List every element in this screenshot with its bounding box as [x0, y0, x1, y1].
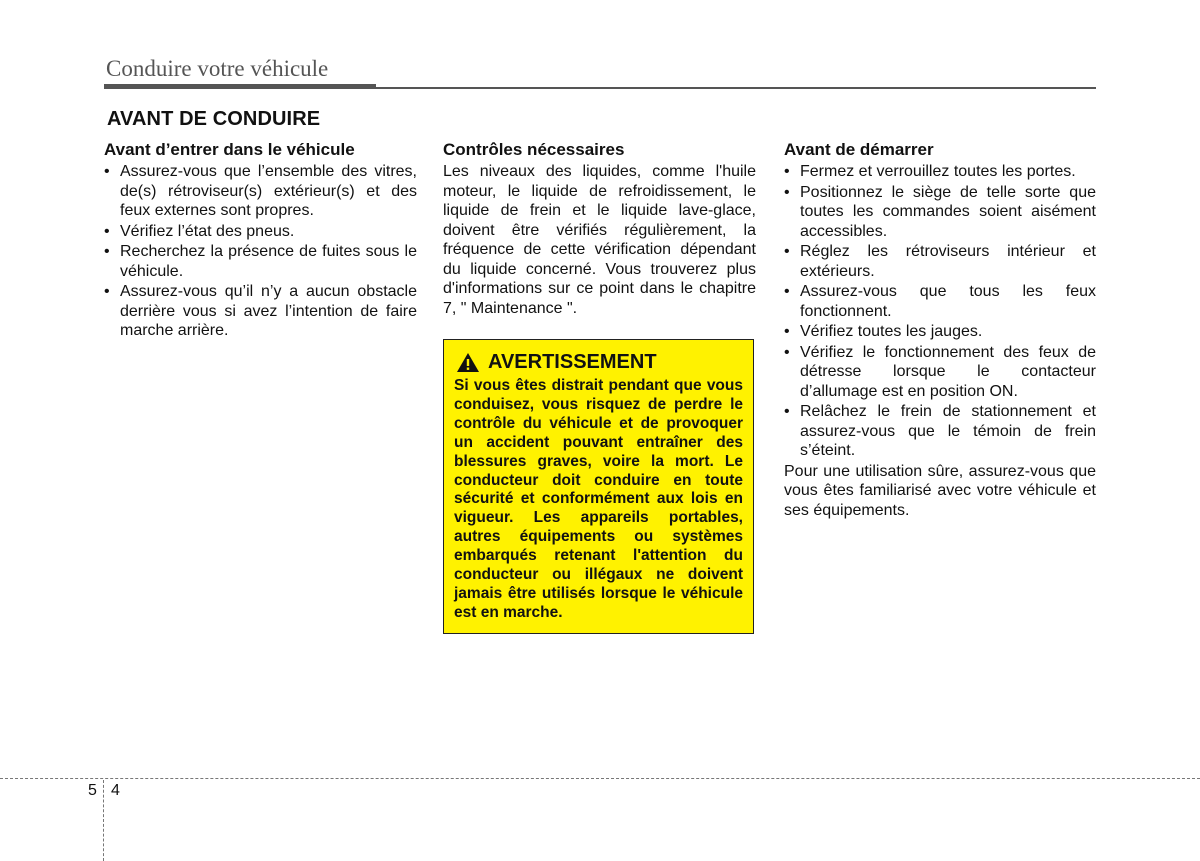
- column-required-checks: [443, 139, 756, 634]
- bullet-icon: •: [104, 163, 110, 180]
- section-heading: AVANT DE CONDUIRE: [107, 108, 321, 130]
- bullet-list: [784, 162, 1096, 461]
- list-item: [784, 183, 1096, 242]
- footer-rule: [0, 778, 1200, 779]
- list-item: [784, 402, 1096, 461]
- list-item-text: Recherchez la présence de fuites sous le véhicule.: [120, 243, 417, 280]
- warning-box: [443, 339, 754, 634]
- bullet-icon: •: [784, 183, 790, 201]
- bullet-icon: •: [784, 243, 790, 260]
- list-item-text: Relâchez le frein de stationnement et assurez-vous que le témoin de frein s’éteint.: [800, 403, 1096, 459]
- header-rule-thick: [104, 84, 376, 89]
- list-item-text: Positionnez le siège de telle sorte que toutes les commandes soient aisément accessibles.: [800, 183, 1096, 240]
- body-paragraph: Les niveaux des liquides, comme l'huile moteur, le liquide de refroidissement, le liquide de frein et le liquide lave-glace, doivent être vérifiés régulièrement, la fréquence de cette vérification dépendant du liquide concerné. Vous trouverez plus d'informations sur ce point dans le chapitre 7, " Maintenance ".: [443, 163, 756, 317]
- list-item: [784, 242, 1096, 281]
- list-item: [104, 242, 417, 281]
- bullet-icon: •: [784, 323, 790, 340]
- list-item: [784, 322, 1096, 342]
- list-item-text: Assurez-vous que tous les feux fonctionnent.: [800, 283, 1096, 320]
- warning-text: Si vous êtes distrait pendant que vous conduisez, vous risquez de perdre le contrôle du véhicule et de provoquer un accident pouvant entraîner des blessures graves, voire la mort. Le conducteur doit conduire en toute sécurité et conformément aux lois en vigueur. Les appareils portables, autres équipements ou systèmes embarqués retenant l'attention du conducteur ou illégaux ne doivent jamais être utilisés lorsque le véhicule est en marche.: [454, 377, 743, 621]
- running-header: Conduire votre véhicule: [106, 56, 329, 81]
- list-item: [104, 162, 417, 221]
- list-item-text: Réglez les rétroviseurs intérieur et extérieurs.: [800, 243, 1096, 280]
- column-heading: Avant de démarrer: [784, 140, 934, 159]
- column-before-starting: [784, 139, 1096, 520]
- bullet-icon: •: [784, 163, 790, 180]
- bullet-icon: •: [784, 283, 790, 300]
- warning-triangle-icon: [456, 352, 480, 373]
- footer-divider: [103, 780, 104, 861]
- bullet-list: [104, 162, 417, 341]
- bullet-icon: •: [784, 403, 790, 420]
- column-before-entering: [104, 139, 417, 342]
- chapter-number: 5: [88, 782, 97, 799]
- list-item: [784, 162, 1096, 182]
- list-item-text: Vérifiez l’état des pneus.: [120, 222, 295, 240]
- list-item-text: Assurez-vous que l’ensemble des vitres, de(s) rétroviseur(s) extérieur(s) et des feux externes sont propres.: [120, 163, 417, 219]
- list-item: [784, 282, 1096, 321]
- column-heading: Contrôles nécessaires: [443, 140, 625, 159]
- list-item-text: Fermez et verrouillez toutes les portes.: [800, 163, 1076, 180]
- list-item: [784, 343, 1096, 402]
- column-heading: Avant d’entrer dans le véhicule: [104, 140, 355, 159]
- list-item-text: Vérifiez toutes les jauges.: [800, 323, 983, 340]
- header-rule-thin: [376, 87, 1096, 89]
- list-item-text: Vérifiez le fonctionnement des feux de détresse lorsque le contacteur d’allumage est en position ON.: [800, 343, 1096, 400]
- warning-header: [454, 352, 743, 373]
- warning-title: AVERTISSEMENT: [488, 350, 657, 373]
- bullet-icon: •: [784, 343, 790, 361]
- list-item: [104, 222, 417, 242]
- bullet-icon: •: [104, 283, 110, 300]
- page-number: 4: [111, 782, 120, 799]
- bullet-icon: •: [104, 243, 110, 260]
- bullet-icon: •: [104, 222, 110, 240]
- body-paragraph: Pour une utilisation sûre, assurez-vous que vous êtes familiarisé avec votre véhicule et ses équipements.: [784, 462, 1096, 519]
- list-item: [104, 282, 417, 341]
- list-item-text: Assurez-vous qu’il n’y a aucun obstacle derrière vous si avez l’intention de faire marche arrière.: [120, 283, 417, 339]
